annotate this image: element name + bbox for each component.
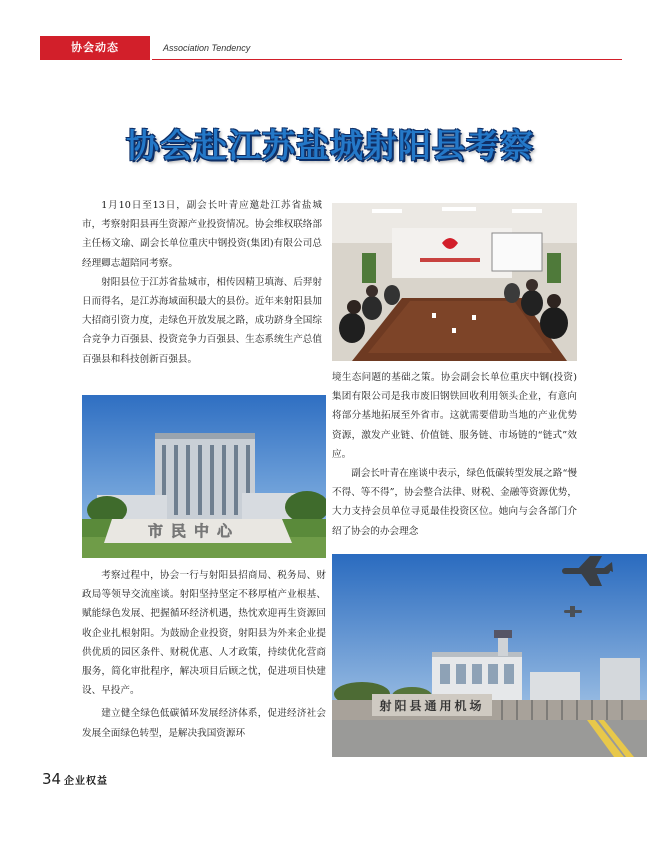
left-column-top xyxy=(82,196,322,369)
meeting-photo xyxy=(332,203,577,361)
paragraph: 射阳县位于江苏省盐城市，相传因精卫填海、后羿射日而得名，是江苏海域面积最大的县份。近年来射阳县加大招商引资力度，走绿色开放发展之路，成功跻身全国综合竞争力百强县、投资竞争力百强县、生态系统生产总值百强县和科技创新百强县。 xyxy=(82,276,322,365)
left-column-bottom xyxy=(82,566,326,743)
airport-photo xyxy=(332,554,647,757)
section-label: 协会动态 xyxy=(40,36,150,60)
paragraph: 考察过程中，协会一行与射阳县招商局、税务局、财政局等领导交流座谈。射阳坚持坚定不移厚植产业根基、赋能绿色发展、把握循环经济机遇，热忱欢迎再生资源回收企业扎根射阳。为鼓励企业投资，射阳县为外来企业提供优质的园区条件、财税优惠、人才政策，持续优化营商服务，简化审批程序，解决项目后顾之忧，促进项目快建设、早投产。 xyxy=(82,570,326,697)
right-column xyxy=(332,368,577,541)
paragraph: 境生态问题的基础之策。协会副会长单位重庆中钢(投资)集团有限公司是我市废旧钢铁回收利用领头企业，有意向将部分基地拓展至外省市。这就需要借助当地的产业优势资源，激发产业链、价值链、服务链、市场链的“链式”效应。 xyxy=(332,372,577,460)
header-divider xyxy=(152,59,622,60)
paragraph: 副会长叶青在座谈中表示，绿色低碳转型发展之路“慢不得、等不得”，协会整合法律、财税、金融等资源优势，大力支持会员单位寻觅最佳投资区位。她向与会各部门介绍了协会的办会理念 xyxy=(332,468,577,537)
civic-center-photo xyxy=(82,395,326,558)
paragraph: 1月10日至13日，副会长叶青应邀赴江苏省盐城市，考察射阳县再生资源产业投资情况。协会维权联络部主任杨文瑜、副会长单位重庆中钢投资(集团)有限公司总经理卿志超陪同考察。 xyxy=(82,200,322,269)
civic-center-sign: 市民中心 xyxy=(147,522,241,540)
paragraph: 建立健全绿色低碳循环发展经济体系，促进经济社会发展全面绿色转型，是解决我国资源环 xyxy=(82,708,326,739)
article-title: 协会赴江苏盐城射阳县考察 xyxy=(126,126,534,165)
magazine-name: 企业权益 xyxy=(64,776,108,787)
airport-sign: 射阳县通用机场 xyxy=(379,699,485,713)
section-label-en: Association Tendency xyxy=(163,43,251,53)
page-number: 34 xyxy=(42,770,62,788)
